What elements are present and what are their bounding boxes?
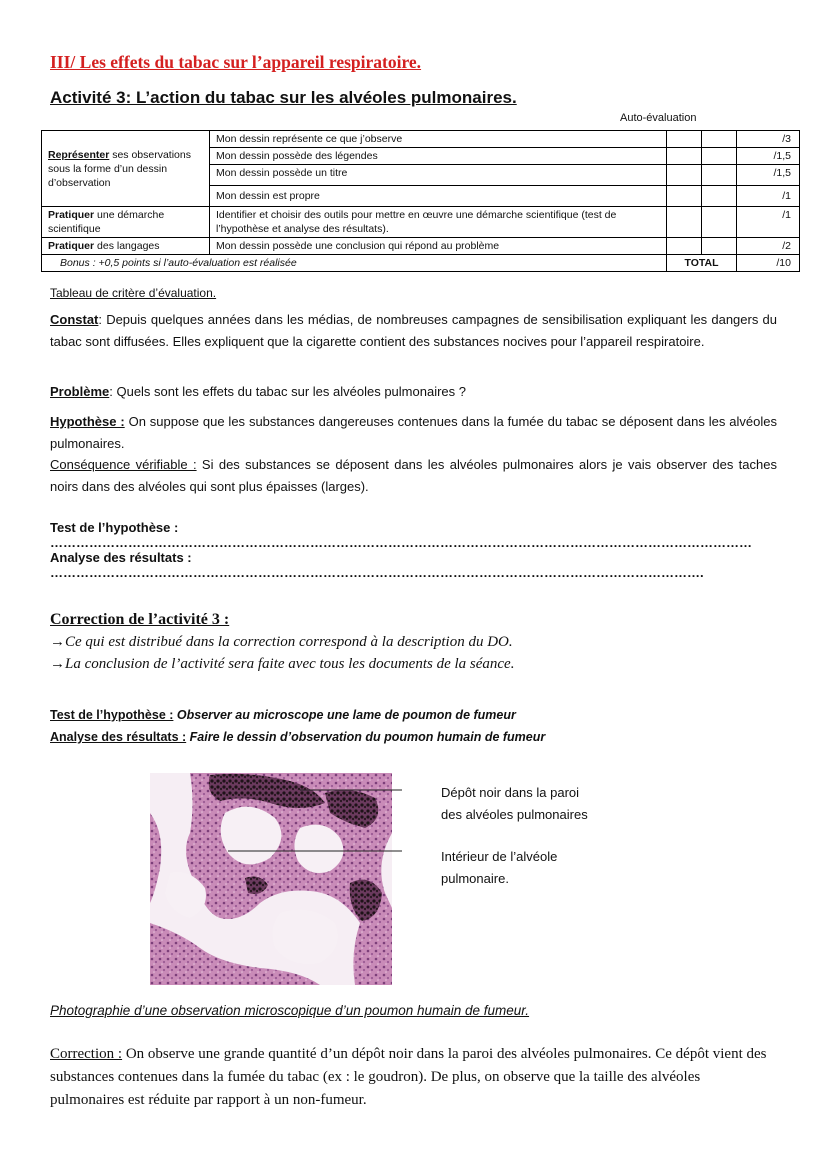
criterion-cell: Mon dessin possède un titre [210,165,667,186]
correction-note-2: →La conclusion de l’activité sera faite avec tous les documents de la séance. [50,656,515,672]
score-cell: /2 [737,238,800,255]
score-cell: /3 [737,131,800,148]
teacher-eval-box[interactable] [702,165,737,186]
photo-caption: Photographie d’une observation microscopique d’un poumon humain de fumeur. [50,1003,530,1018]
correction-paragraph: Correction : On observe une grande quantité d’un dépôt noir dans la paroi des alvéoles pulmonaires. Ce dépôt vient des substances contenues dans la fumée du tabac (ex : le goudron). De plus, on observe que la taille des alvéoles pulmonaires est réduite par rapport à un non-fumeur. [50,1046,767,1108]
test-hypothesis-answer-line[interactable]: Test de l’hypothèse : ……………………………………………………………………………………………………………………………………………… [50,520,752,550]
self-eval-box[interactable] [667,131,702,148]
hypothese-paragraph: Hypothèse : On suppose que les substances dangereuses contenues dans la fumée du tabac se déposent dans les alvéoles pulmonaires. [50,414,777,451]
label-alveole-interior: Intérieur de l’alvéole pulmonaire. [441,849,558,886]
table-row [42,131,800,148]
correction-note-1: →Ce qui est distribué dans la correction correspond à la description du DO. [50,634,513,650]
criterion-cell: Identifier et choisir des outils pour mettre en œuvre une démarche scientifique (test de l’hypothèse et analyse des résultats). [210,207,667,238]
self-eval-box[interactable] [667,207,702,238]
total-score: /10 [737,255,800,272]
arrow-right-icon: → [50,656,65,672]
consequence-paragraph: Conséquence vérifiable : Si des substances se déposent dans les alvéoles pulmonaires alors je vais observer des taches noirs dans des alvéoles qui sont plus épaisses (larges). [50,457,777,494]
activity-title: Activité 3: L’action du tabac sur les alvéoles pulmonaires. [50,88,517,107]
self-eval-box[interactable] [667,165,702,186]
score-cell: /1,5 [737,148,800,165]
competence-cell: Représenter ses observations sous la forme d’un dessin d’observation [42,131,210,207]
results-analysis-answer-line[interactable]: Analyse des résultats : ……………………………………………………………………………………………………………………………………. [50,550,704,580]
competence-cell: Pratiquer une démarche scientifique [42,207,210,238]
constat-paragraph: Constat: Depuis quelques années dans les médias, de nombreuses campagnes de sensibilisation expliquant les dangers du tabac sont diffusées. Elles expliquent que la cigarette contient des substances nocives pour l’appareil respiratoire. [50,312,777,349]
correction-test-line: Test de l’hypothèse : Observer au microscope une lame de poumon de fumeur [50,708,516,722]
table-row [42,207,800,238]
criterion-cell: Mon dessin possède des légendes [210,148,667,165]
teacher-eval-box[interactable] [702,131,737,148]
criterion-cell: Mon dessin possède une conclusion qui répond au problème [210,238,667,255]
teacher-eval-box[interactable] [702,148,737,165]
criteria-table [41,130,800,272]
section-title: III/ Les effets du tabac sur l’appareil respiratoire. [50,52,422,72]
bonus-cell: Bonus : +0,5 points si l’auto-évaluation est réalisée [42,255,667,272]
label-black-deposit: Dépôt noir dans la paroi des alvéoles pulmonaires [441,785,588,822]
self-eval-box[interactable] [667,186,702,207]
competence-cell: Pratiquer des langages [42,238,210,255]
criterion-cell: Mon dessin représente ce que j’observe [210,131,667,148]
score-cell: /1 [737,186,800,207]
total-label: TOTAL [667,255,737,272]
arrow-right-icon: → [50,634,65,650]
teacher-eval-box[interactable] [702,207,737,238]
score-cell: /1 [737,207,800,238]
probleme-paragraph: Problème: Quels sont les effets du tabac sur les alvéoles pulmonaires ? [50,384,466,399]
teacher-eval-box[interactable] [702,238,737,255]
teacher-eval-box[interactable] [702,186,737,207]
table-caption: Tableau de critère d’évaluation. [50,286,217,300]
lung-micrograph [150,773,392,985]
self-eval-box[interactable] [667,148,702,165]
table-row [42,255,800,272]
score-cell: /1,5 [737,165,800,186]
criterion-cell: Mon dessin est propre [210,186,667,207]
pointer-lines [392,773,404,863]
self-eval-box[interactable] [667,238,702,255]
correction-analysis-line: Analyse des résultats : Faire le dessin d’observation du poumon humain de fumeur [50,730,546,744]
correction-title: Correction de l’activité 3 : [50,611,230,628]
auto-evaluation-label: Auto-évaluation [620,112,697,124]
table-row [42,238,800,255]
